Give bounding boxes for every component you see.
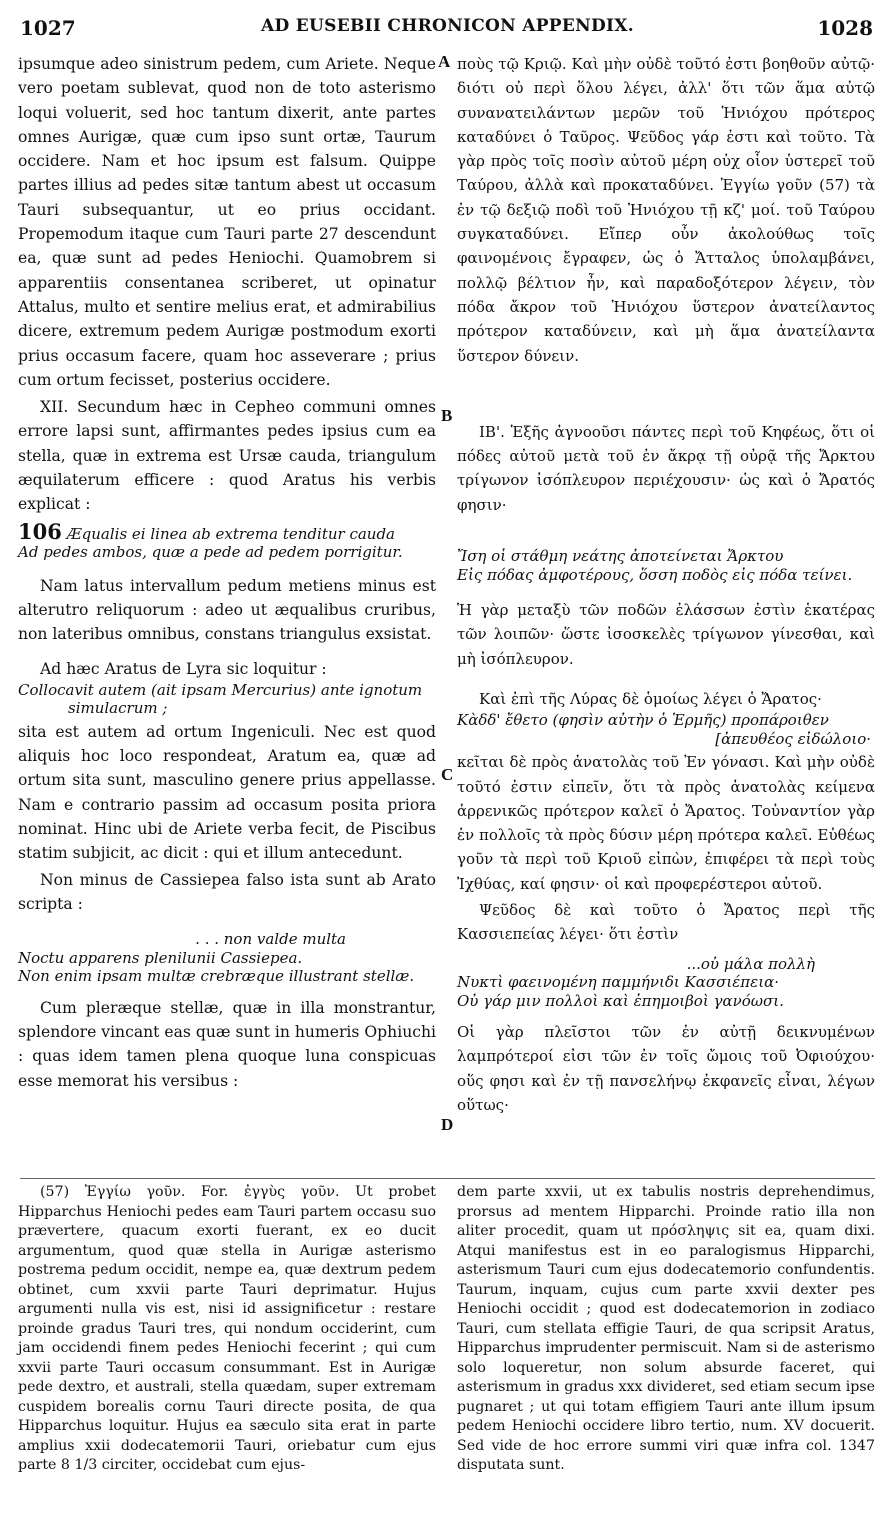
footnote-left [18,1183,436,1476]
verse-cassiepea [18,930,436,986]
verse-number: 106 [18,518,62,544]
latin-paragraph: Non minus de Cassiepea falso ista sunt ab Arato scripta : [18,870,436,913]
verse-line: simulacrum ; [68,699,168,718]
footnote-rule [20,1178,875,1179]
verse-line: Non enim ipsam multæ crebræque illustrant stellæ. [18,967,415,986]
verse-line: Collocavit autem (ait ipsam Mercurius) ante ignotum [18,680,423,699]
greek-paragraph: κεῖται δὲ πρὸς ἀνατολὰς τοῦ Ἐν γόνασι. Καὶ μὴν οὐδὲ τοῦτό ἐστιν εἰπεῖν, ὅτι τὰ πρὸς ἀνατολὰς κείμενα ἀρρενικῶς πρότερον καλεῖ ὁ Ἄρατος. Τοὐναντίον γὰρ ἐν πολλοῖς τὰ πρὸς δύσιν μέρη πρότερα καλεῖ. Εὐθέως γοῦν τὰ περὶ τοῦ Κριοῦ εἰπὼν, ἐπιφέρει τὰ περὶ τοὺς Ἰχθύας, καί φησιν· οἱ καὶ προφερέστεροι αὐτοῦ. [457,753,875,893]
verse-line: Κὰδδ' ἔθετο (φησὶν αὐτὴν ὁ Ἑρμῆς) προπάροιθεν [457,711,829,730]
latin-paragraph: Nam latus intervallum pedum metiens minus est alterutro reliquorum : adeo ut æqualibus cruribus, non lateribus omnibus, constans triangulus exsistat. [18,576,436,644]
latin-paragraph: Ad hæc Aratus de Lyra sic loquitur : [40,659,327,678]
verse-line: ...οὐ μάλα πολλὴ [686,954,815,973]
verse-line: Νυκτὶ φαεινομένη παμμήνιδι Κασσιέπεια· [457,973,779,992]
latin-paragraph-xii: XII. Secundum hæc in Cepheo communi omnes errore lapsi sunt, affirmantes pedes ipsius cum ea stella, quæ in extrema est Ursæ cauda, triangulum æquilaterum efficere : quod Aratus his verbis explicat : [18,398,436,514]
margin-letter-c: C [441,765,454,784]
verse-line: [ἀπευθέος εἰδώλοιο· [715,729,871,748]
verse-line: Æqualis ei linea ab extrema tenditur cauda [66,524,395,543]
verse-106 [18,518,436,562]
greek-column [457,52,875,1117]
greek-paragraph: Καὶ ἐπὶ τῆς Λύρας δὲ ὁμοίως λέγει ὁ Ἄρατος· [479,689,822,708]
margin-letter-d: D [441,1115,454,1134]
latin-paragraph: sita est autem ad ortum Ingeniculi. Nec est quod aliquis hoc loco respondeat, Aratum ea, quæ ad ortum sita sunt, masculino genere prius appellasse. Nam e contrario passim ad occasum posita priora nominat. Hinc ubi de Ariete verba fecit, de Piscibus statim subjicit, ac dicit : qui et illum antecedunt. [18,722,436,863]
latin-column [18,52,436,1093]
verse-line: Ad pedes ambos, quæ a pede ad pedem porrigitur. [18,543,403,562]
running-title: AD EUSEBII CHRONICON APPENDIX. [261,16,634,36]
footnote-text: dem parte xxvii, ut ex tabulis nostris deprehendimus, prorsus ad mentem Hipparchi. Proinde ratio illa non aliter procedit, quam ut πρόσληψις sit ea, quam dixi. Atqui manifestus est in eo paralogismus Hipparchi, asterismum Tauri cum ejus dodecatemorio confundentis. Taurum, inquam, cujus cum parte xxvii dexter pes Heniochi occidit ; quod est dodecatemorion in zodiaco Tauri, cum stellata effigie Tauri, de qua scripsit Aratus, Hipparchus imprudenter permiscuit. Nam si de asterismo solo loqueretur, non solum absurde faceret, qui asterismum in gradus xxx divideret, sed etiam secum ipse pugnaret ; ut qui totam effigiem Tauri ante illum ipsum pedem Heniochi occidere libro tertio, num. XV docuerit. Sed vide de hoc errore summi viri quæ infra col. 1347 disputata sunt. [457,1184,875,1473]
verse-line: Ἴση οἱ στάθμη νεάτης ἀποτείνεται Ἄρκτου [457,547,784,566]
page-number-left: 1027 [20,16,76,40]
latin-paragraph: Cum pleræque stellæ, quæ in illa monstrantur, splendore vincant eas quæ sunt in humeris Ophiuchi : quas idem tamen plena quoque luna conspicuas esse memorat his versibus : [18,998,436,1090]
greek-paragraph: Ψεῦδος δὲ καὶ τοῦτο ὁ Ἄρατος περὶ τῆς Κασσιεπείας λέγει· ὅτι ἐστὶν [457,901,875,944]
verse-line: . . . non valde multa [195,930,346,949]
greek-paragraph: Ἡ γὰρ μεταξὺ τῶν ποδῶν ἐλάσσων ἐστὶν ἑκατέρας τῶν λοιπῶν· ὥστε ἰσοσκελὲς τρίγωνον γίνεσθαι, καὶ μὴ ἰσόπλευρον. [457,601,875,668]
footnote-right [457,1183,875,1476]
verse-line: Εἰς πόδας ἀμφοτέρους, ὅσση ποδὸς εἰς πόδα τείνει. [457,565,853,584]
footnote-text: (57) Ἐγγίω γοῦν. For. ἐγγὺς γοῦν. Ut probet Hipparchus Heniochi pedes eam Tauri partem occasu suo prævertere, quacum exorti fuerant, ex eo ducit argumentum, quod quæ stella in Aurigæ asterismo postrema pedum occidit, nempe ea, quæ dextrum pedem obtinet, cum xxvii parte Tauri deprimatur. Hujus argumenti nulla vis est, nisi id assignificetur : restare proinde gradus Tauri tres, qui nondum occiderint, cum jam occidendi finem pedes Heniochi fecerint ; qui cum xxvii parte Tauri occasum consummant. Est in Aurigæ pede dextro, et australi, stella quædam, super extremam cuspidem borealis cornu Tauri directe posita, de qua Hipparchus loquitur. Hujus ea sæculo sita erat in parte amplius xxii dodecatemorii Tauri, oriebatur cum ejus parte 8 1/3 circiter, occidebat cum ejus- [18,1184,436,1473]
margin-letter-b: B [441,406,453,425]
greek-verse [457,547,875,584]
page-number-right: 1028 [817,16,873,40]
verse-line: Noctu apparens plenilunii Cassiepea. [18,948,303,967]
margin-letter-a: A [438,52,451,71]
verse-line: Οὐ γάρ μιν πολλοὶ καὶ ἐπημοιβοὶ γανόωσι. [457,991,784,1010]
greek-paragraph-xii: ΙΒ'. Ἑξῆς ἀγνοοῦσι πάντες περὶ τοῦ Κηφέως, ὅτι οἱ πόδες αὐτοῦ μετὰ τοῦ ἐν ἄκρᾳ τῇ οὐρᾷ τῆς Ἄρκτου τρίγωνον ἰσόπλευρον περιέχουσιν· ὡς καὶ ὁ Ἄρατός φησιν· [457,422,875,514]
greek-paragraph: Οἱ γὰρ πλεῖστοι τῶν ἐν αὐτῇ δεικνυμένων λαμπρότεροί εἰσι τῶν ἐν τοῖς ὤμοις τοῦ Ὀφιούχου· οὕς φησι καὶ ἐν τῇ πανσελήνῳ ἐκφανεῖς εἶναι, λέγων οὕτως· [457,1023,875,1114]
greek-paragraph: ποὺς τῷ Κριῷ. Καὶ μὴν οὐδὲ τοῦτό ἐστι βοηθοῦν αὐτῷ· διότι οὐ περὶ ὅλου λέγει, ἀλλ' ὅτι τῶν ἅμα αὐτῷ συνανατειλάντων μερῶν τοῦ Ἡνιόχου πρότερος καταδύνει ὁ Ταῦρος. Ψεῦδος γάρ ἐστι καὶ τοῦτο. Τὰ γὰρ πρὸς τοῖς ποσὶν αὐτοῦ μέρη οὐχ οἷον ὑστερεῖ τοῦ Ταύρου, ἀλλὰ καὶ προκαταδύνει. Ἐγγίω γοῦν (57) τὰ ἐν τῷ δεξιῷ ποδὶ τοῦ Ἡνιόχου τῇ κζ' μοί. τοῦ Ταύρου συγκαταδύνει. Εἴπερ οὖν ἀκολούθως τοῖς φαινομένοις ἔγραφεν, ὡς ὁ Ἄτταλος ὑπολαμβάνει, πολλῷ βέλτιον ἦν, καὶ παραδοξότερον λέγειν, τὸν πόδα ἄκρον τοῦ Ἡνιόχου ὕστερον ἀνατείλαντος πρότερον καταδύνειν, καὶ μὴ ἅμα ἀνατείλαντα ὕστερον δύνειν. [457,55,875,365]
latin-paragraph: ipsumque adeo sinistrum pedem, cum Ariete. Neque vero poetam sublevat, quod non de toto asterismo loqui voluerit, sed hoc tantum dixerit, ante partes omnes Aurigæ, quæ cum ipso sunt ortæ, Taurum occidere. Nam et hoc ipsum est falsum. Quippe partes illius ad pedes sitæ tantum abest ut occasum Tauri subsequantur, ut eo prius occidant. Propemodum itaque cum Tauri parte 27 descendunt ea, quæ sunt ad pedes Heniochi. Quamobrem si apparentiis consentanea scriberet, ut opinatur Attalus, multo et sentire melius erat, et admirabilius dicere, extremum pedem Aurigæ postmodum exorti prius occasum facere, quam hoc asseverare ; prius cum ortum fecisset, posterius occidere. [18,55,436,389]
greek-verse-cassiepea [457,955,875,1011]
